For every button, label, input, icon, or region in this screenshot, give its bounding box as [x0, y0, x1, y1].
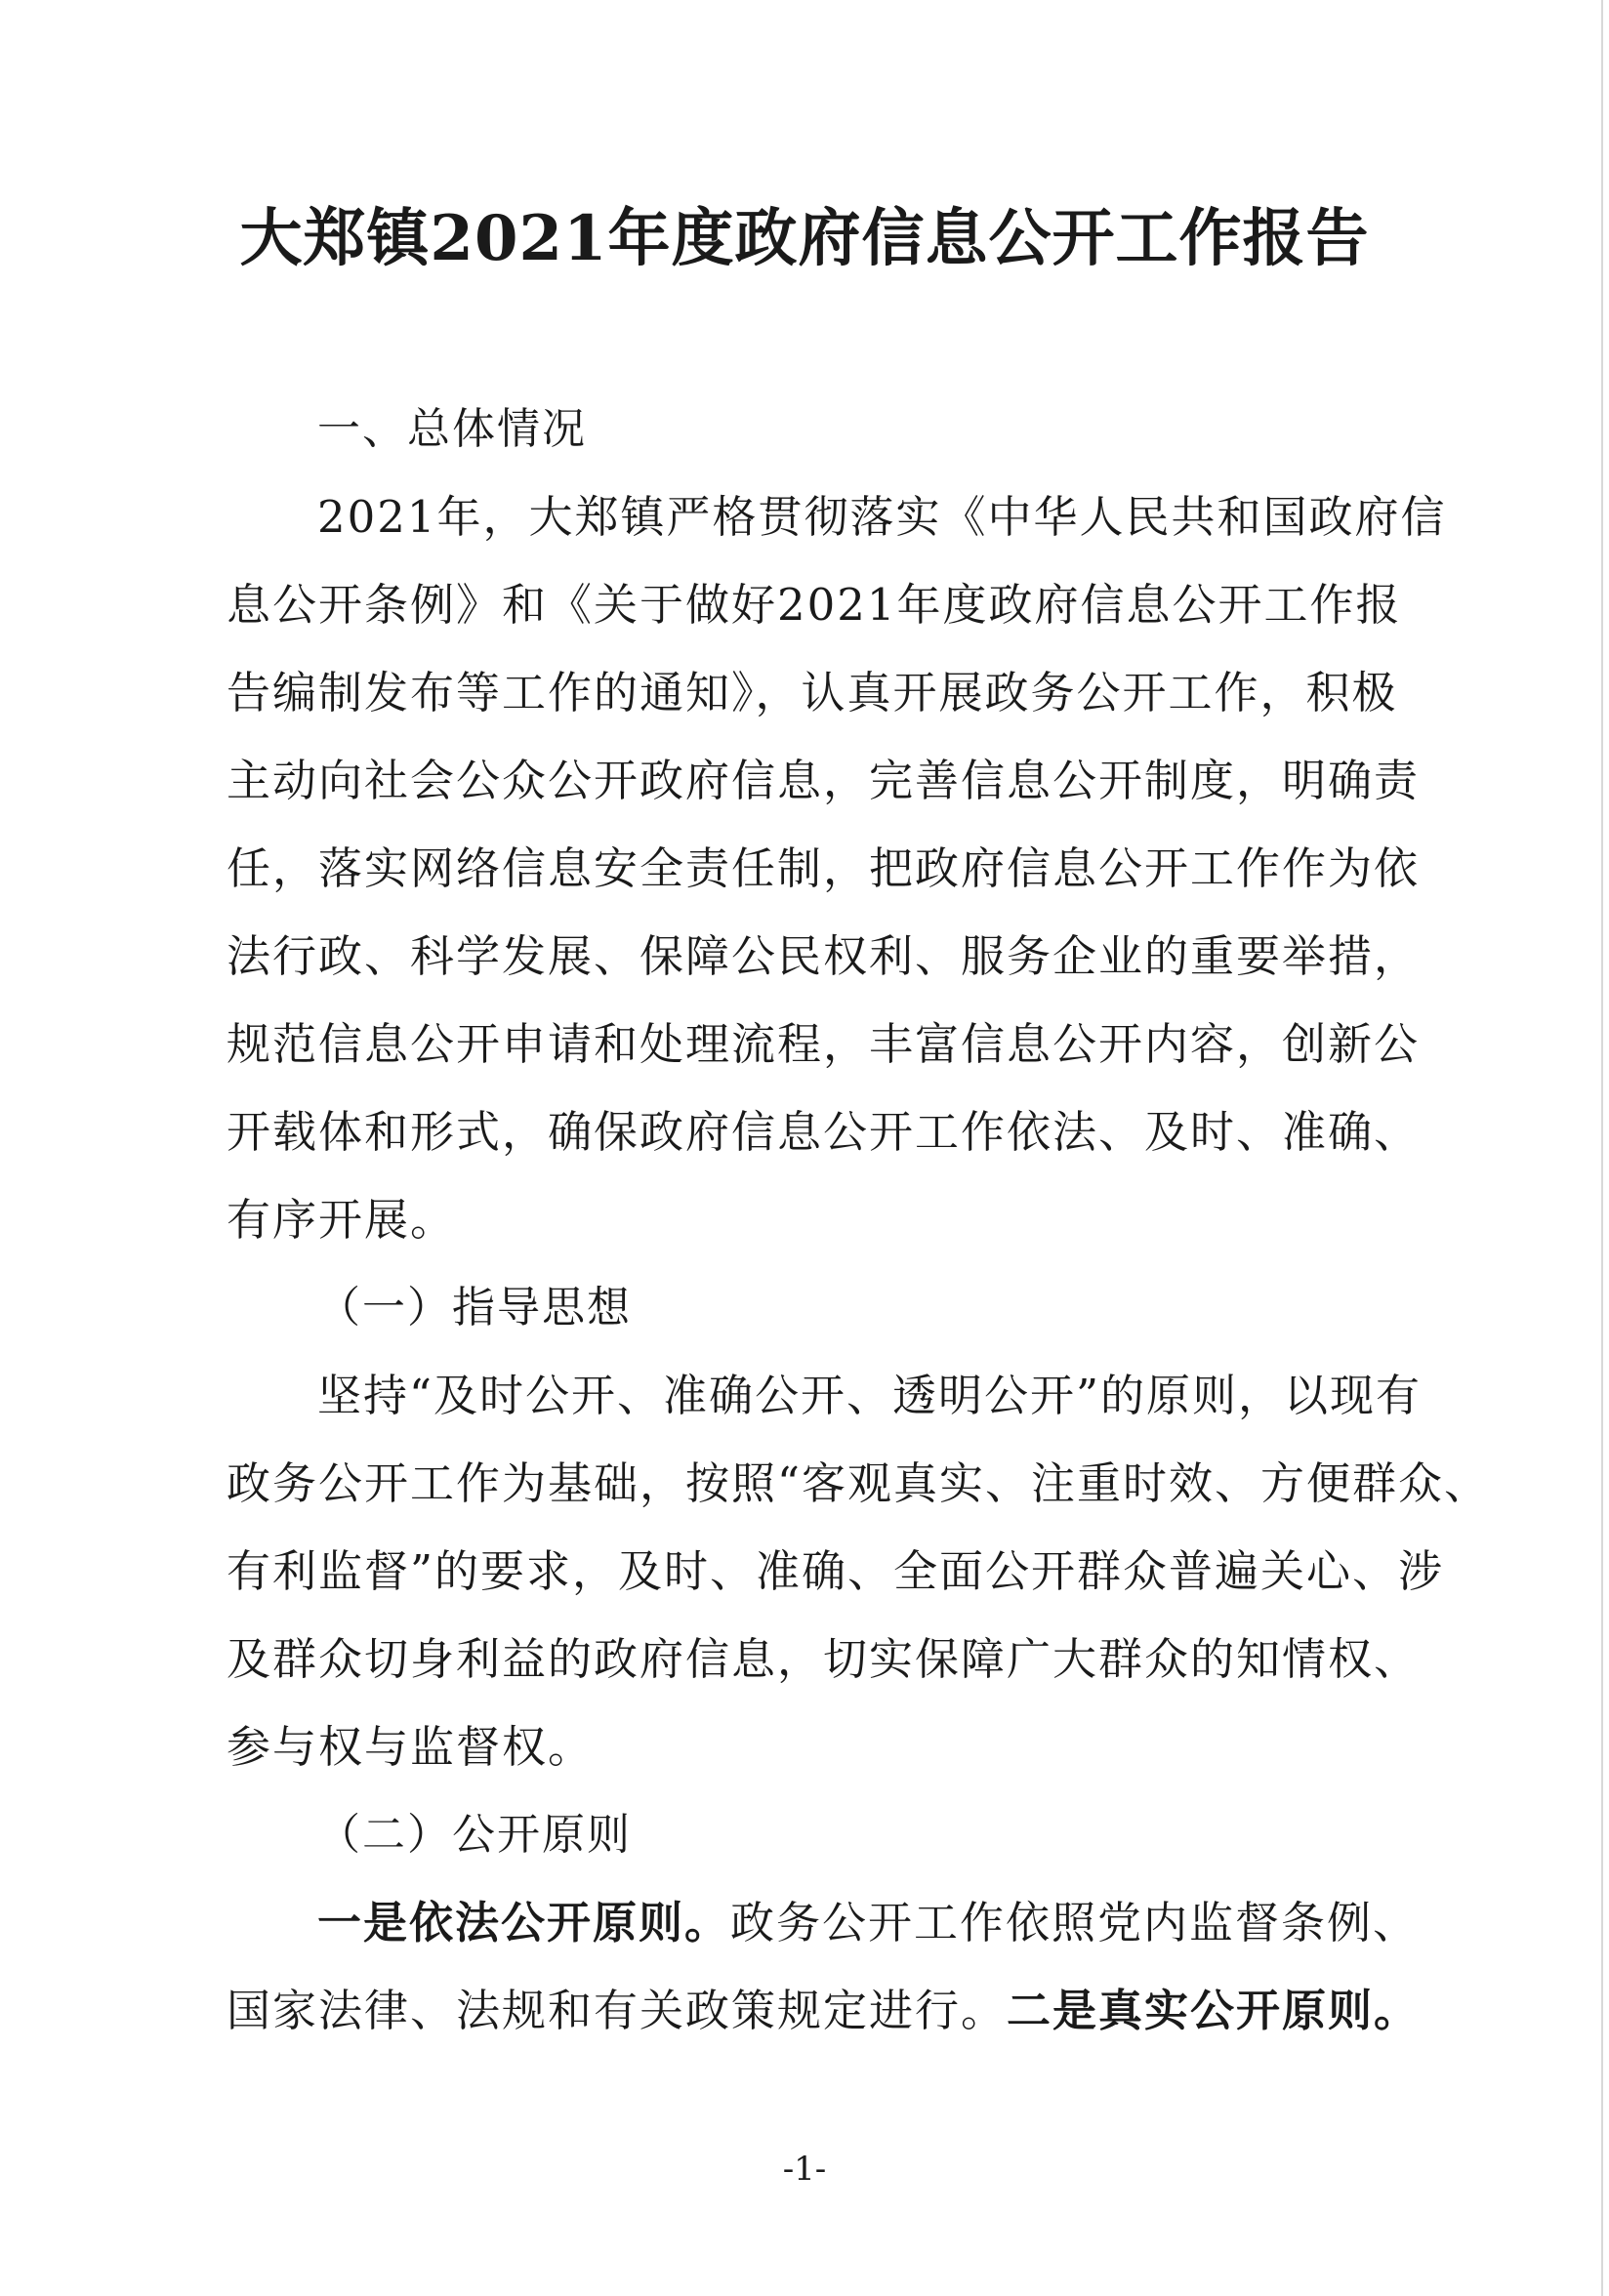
paragraph-line: 法行政、科学发展、保障公民权利、服务企业的重要举措，: [227, 930, 1421, 982]
paragraph-line: 任，落实网络信息安全责任制，把政府信息公开工作作为依: [227, 842, 1421, 894]
document-title: 大郑镇2021年度政府信息公开工作报告: [239, 202, 1370, 275]
paragraph-line: [227, 1982, 1420, 2040]
paragraph-line: 开载体和形式，确保政府信息公开工作依法、及时、准确、: [227, 1106, 1421, 1158]
paragraph-line: [317, 1894, 1419, 1952]
paragraph-line: 有序开展。: [227, 1194, 457, 1246]
scan-edge: [1601, 0, 1603, 2296]
subsection-heading: （二）公开原则: [317, 1810, 632, 1860]
paragraph-line: 有利监督”的要求，及时、准确、全面公开群众普遍关心、涉: [227, 1545, 1445, 1597]
paragraph-line: 及群众切身利益的政府信息，切实保障广大群众的知情权、: [227, 1633, 1421, 1685]
paragraph-line: 参与权与监督权。: [227, 1721, 595, 1773]
paragraph-line: 坚持“及时公开、准确公开、透明公开”的原则，以现有: [317, 1370, 1423, 1421]
paragraph-line: 主动向社会公众公开政府信息，完善信息公开制度，明确责: [227, 755, 1421, 806]
paragraph-line: 息公开条例》和《关于做好2021年度政府信息公开工作报: [227, 579, 1402, 631]
paragraph-line: 政务公开工作为基础，按照“客观真实、注重时效、方便群众、: [227, 1457, 1491, 1509]
principle-text: 政务公开工作依照党内监督条例、: [730, 1897, 1420, 1948]
paragraph-line: 规范信息公开申请和处理流程，丰富信息公开内容，创新公: [227, 1018, 1421, 1070]
subsection-heading: （一）指导思想: [317, 1283, 632, 1332]
paragraph-line: 告编制发布等工作的通知》，认真开展政务公开工作，积极: [227, 667, 1398, 718]
page-number: -1-: [782, 2150, 827, 2189]
principle-label: 二是真实公开原则。: [1007, 1985, 1421, 2036]
principle-label: 一是依法公开原则。: [317, 1897, 731, 1948]
section-heading: 一、总体情况: [317, 404, 587, 454]
paragraph-line: 2021年，大郑镇严格贯彻落实《中华人民共和国政府信: [317, 491, 1447, 543]
principle-text: 国家法律、法规和有关政策规定进行。: [227, 1985, 1008, 2036]
